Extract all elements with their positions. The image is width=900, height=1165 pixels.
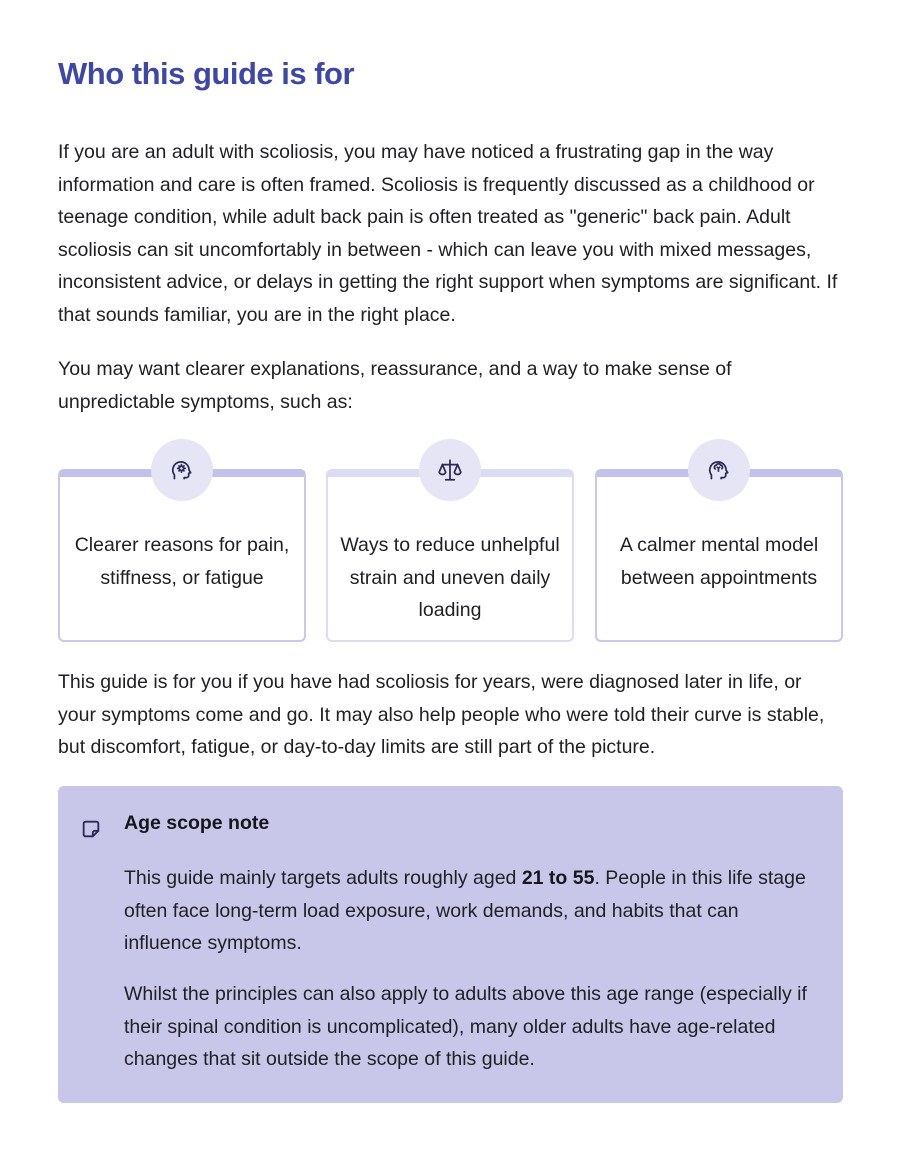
- note-paragraph-age-range: [124, 862, 814, 960]
- card-icon-badge: [419, 439, 481, 501]
- benefit-card-pain-reasons: [58, 469, 306, 642]
- page-title: Who this guide is for: [58, 56, 355, 91]
- benefit-card-reduce-strain: [326, 469, 574, 642]
- intro-paragraph: If you are an adult with scoliosis, you may have noticed a frustrating gap in the way information and care is often framed. Scoliosis is frequently discussed as a childhood or teenage condition, while adult back pain is often treated as "generic" back pain. Adult scoliosis can sit uncomfortably in between - which can leave you with mixed messages, inconsistent advice, or delays in getting the right support when symptoms are significant. If that sounds familiar, you are in the right place.: [58, 141, 838, 326]
- card-text: Ways to reduce unhelpful strain and uneven daily loading: [340, 534, 560, 621]
- card-icon-badge: [151, 439, 213, 501]
- card-icon-badge: [688, 439, 750, 501]
- note-text: This guide mainly targets adults roughly aged: [124, 867, 522, 889]
- age-scope-note: [58, 786, 843, 1103]
- note-title: Age scope note: [124, 812, 270, 834]
- card-text: Clearer reasons for pain, stiffness, or fatigue: [74, 534, 290, 589]
- audience-paragraph: This guide is for you if you have had scoliosis for years, were diagnosed later in life, or your symptoms come and go. It may also help people who were told their curve is stable, but discomfort, fatigue, or day-to-day limits are still part of the picture.: [58, 671, 825, 758]
- note-text: . People in this life stage often face long-term load exposure, work demands, and habits that can influence symptoms.: [124, 867, 806, 954]
- balance-scale-icon: [437, 457, 463, 483]
- age-range-value: 21 to 55: [521, 867, 595, 889]
- sticky-note-icon: [80, 818, 102, 840]
- head-brain-icon: [706, 457, 732, 483]
- lead-in-paragraph: You may want clearer explanations, reassurance, and a way to make sense of unpredictable symptoms, such as:: [58, 358, 732, 413]
- note-paragraph-older-adults: Whilst the principles can also apply to adults above this age range (especially if their spinal condition is uncomplicated), many older adults have age-related changes that sit outside the scope of this guide.: [124, 983, 807, 1070]
- benefit-card-mental-model: [595, 469, 843, 642]
- head-gear-icon: [169, 457, 195, 483]
- benefit-cards: [58, 469, 843, 642]
- card-text: A calmer mental model between appointments: [619, 534, 819, 589]
